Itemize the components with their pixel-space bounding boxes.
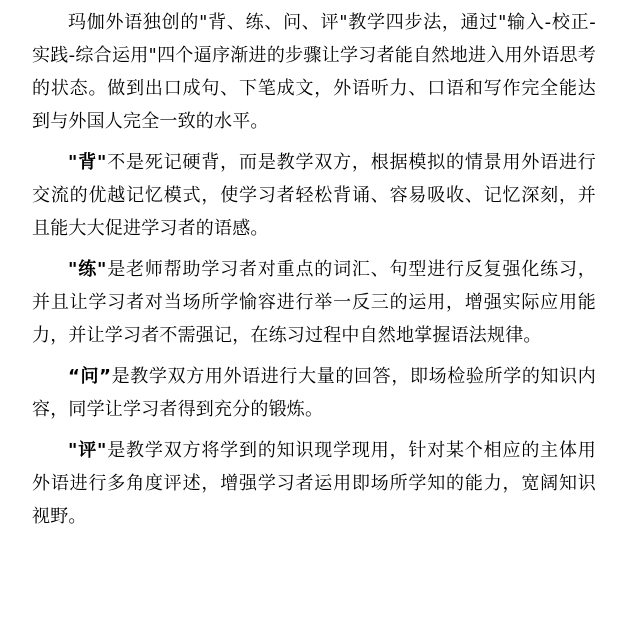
paragraph-intro [32,6,596,138]
document-body [32,0,596,541]
paragraph-text: 玛伽外语独创的"背、练、问、评"教学四步法，通过"输入-校正-实践-综合运用"四个逼序渐进的步骤让学习者能自然地进入用外语思考的状态。做到出口成句、下笔成文，外语听力、口语和写作完全能达到与外国人完全一致的水平。 [32,12,596,132]
paragraph-text: 是教学双方用外语进行大量的回答，即场检验所学的知识内容，同学让学习者得到充分的锻炼。 [32,366,596,420]
paragraph-ping [32,434,596,533]
paragraph-lead-bei: "背" [68,152,107,173]
paragraph-lead-ping: "评" [68,440,107,461]
paragraph-bei [32,146,596,245]
paragraph-lead-lian: "练" [68,259,107,280]
paragraph-text: 是教学双方将学到的知识现学现用，针对某个相应的主体用外语进行多角度评述，增强学习者运用即场所学知的能力，宽阔知识视野。 [32,440,596,527]
paragraph-lead-wen: “问” [68,366,112,387]
paragraph-lian [32,253,596,352]
paragraph-text: 是老师帮助学习者对重点的词汇、句型进行反复强化练习，并且让学习者对当场所学愉容进行举一反三的运用，增强实际应用能力，并让学习者不需强记，在练习过程中自然地掌握语法规律。 [32,259,596,346]
paragraph-wen [32,360,596,426]
paragraph-text: 不是死记硬背，而是教学双方，根据模拟的情景用外语进行交流的优越记忆模式，使学习者轻松背诵、容易吸收、记忆深刻，并且能大大促进学习者的语感。 [32,152,596,239]
